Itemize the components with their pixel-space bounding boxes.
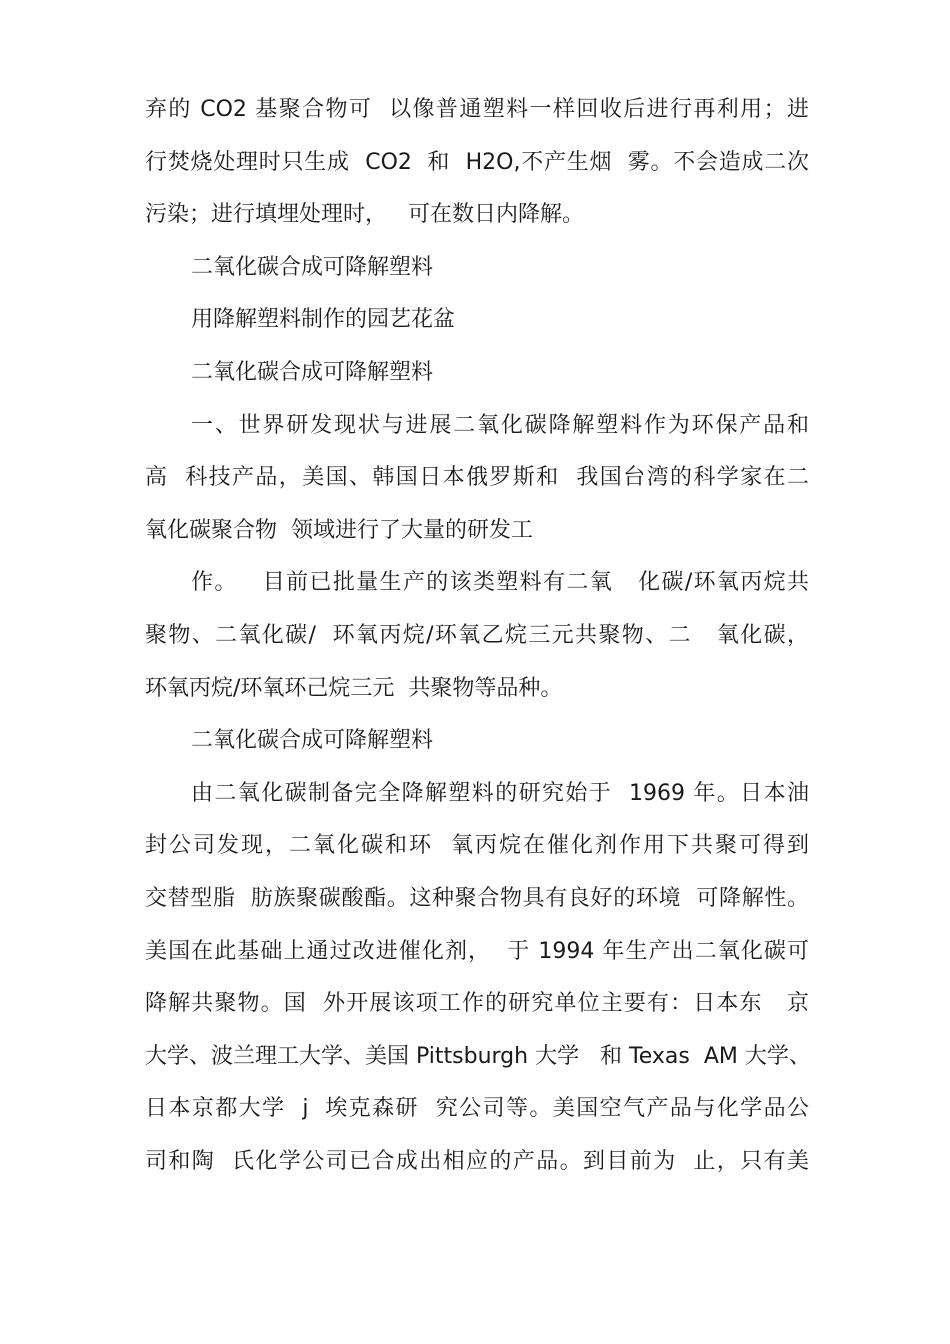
text-line: 降解共聚物。国 外开展该项工作的研究单位主要有：日本东 京: [145, 991, 809, 1017]
section-heading: 二氧化碳合成可降解塑料: [191, 254, 434, 280]
section-heading: 二氧化碳合成可降解塑料: [191, 728, 434, 754]
text-line: 环氧丙烷/环氧环己烷三元 共聚物等品种。: [145, 675, 563, 701]
image-caption: 用降解塑料制作的园艺花盆: [191, 307, 456, 333]
text-line: 大学、波兰理工大学、美国 Pittsburgh 大学 和 Texas AM 大学、: [145, 1043, 811, 1069]
text-line: 司和陶 氏化学公司已合成出相应的产品。到目前为 止，只有美: [145, 1148, 809, 1174]
text-line: 一、世界研发现状与进展二氧化碳降解塑料作为环保产品和: [191, 412, 809, 438]
text-line: 交替型脂 肪族聚碳酸酯。这种聚合物具有良好的环境 可降解性。: [145, 885, 809, 911]
text-line: 行焚烧处理时只生成 CO2 和 H2O,不产生烟 雾。不会造成二次: [145, 149, 809, 175]
text-line: 弃的 CO2 基聚合物可 以像普通塑料一样回收后进行再利用；进: [145, 97, 809, 122]
text-line: 封公司发现，二氧化碳和环 氧丙烷在催化剂作用下共聚可得到: [145, 833, 809, 859]
text-line: 高 科技产品，美国、韩国日本俄罗斯和 我国台湾的科学家在二: [145, 465, 809, 491]
text-line: 日本京都大学 j 埃克森研 究公司等。美国空气产品与化学品公: [145, 1096, 809, 1122]
document-body: [145, 84, 809, 1188]
text-line: 聚物、二氧化碳/ 环氧丙烷/环氧乙烷三元共聚物、二 氧化碳，: [145, 622, 809, 648]
text-line: 作。 目前已批量生产的该类塑料有二氧 化碳/环氧丙烷共: [191, 570, 809, 596]
section-heading: 二氧化碳合成可降解塑料: [191, 359, 434, 385]
text-line: 美国在此基础上通过改进催化剂， 于 1994 年生产出二氧化碳可: [145, 938, 809, 964]
text-line: 由二氧化碳制备完全降解塑料的研究始于 1969 年。日本油: [191, 780, 809, 806]
text-line: 污染；进行填埋处理时， 可在数日内降解。: [145, 202, 584, 228]
text-line: 氧化碳聚合物 领域进行了大量的研发工: [145, 517, 533, 543]
